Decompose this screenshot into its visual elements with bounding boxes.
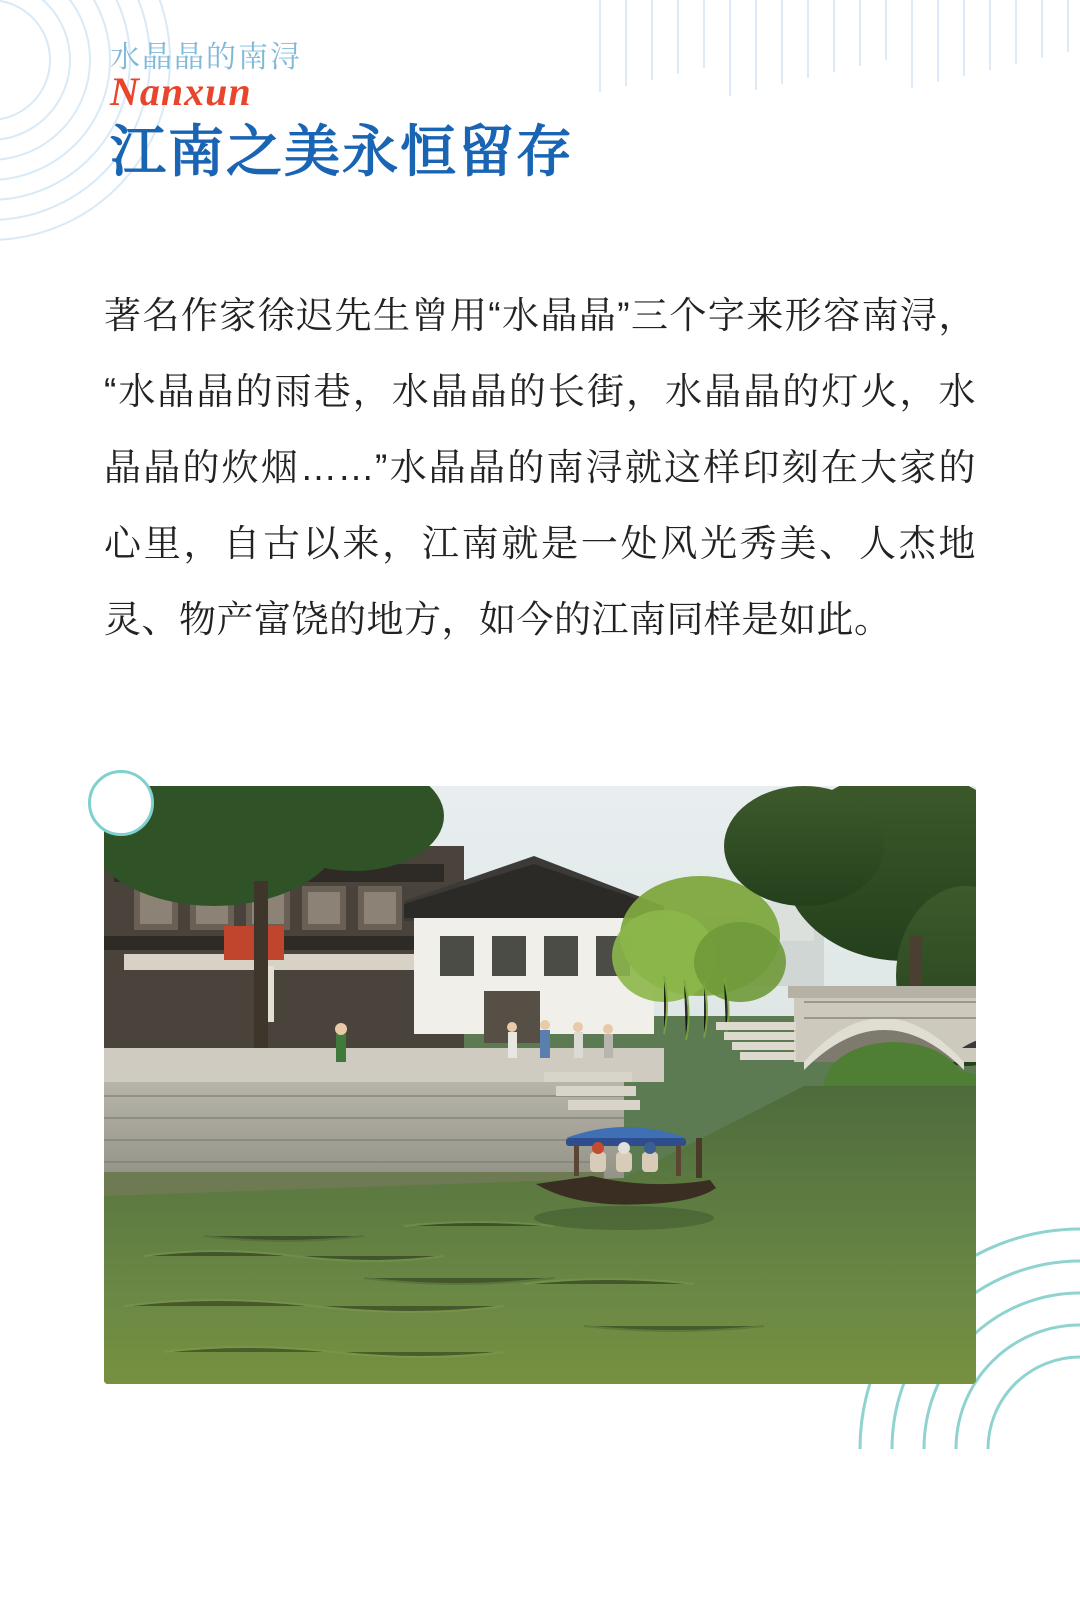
article-photo-block [104, 786, 976, 1384]
page-header [110, 40, 950, 184]
header-kicker: 水晶晶的南浔 [110, 41, 302, 74]
article-paragraph: 著名作家徐迟先生曾用“水晶晶”三个字来形容南浔，“水晶晶的雨巷，水晶晶的长街，水晶晶的灯火，水晶晶的炊烟……”水晶晶的南浔就这样印刻在大家的心里，自古以来，江南就是一处风光秀美、人杰地灵、物产富饶的地方，如今的江南同样是如此。 [104, 295, 976, 640]
page-title: 江南之美永恒留存 [110, 120, 574, 183]
header-script-title: Nanxun [110, 69, 252, 114]
photo-corner-ring-icon [88, 770, 154, 836]
canal-photo [104, 786, 976, 1384]
